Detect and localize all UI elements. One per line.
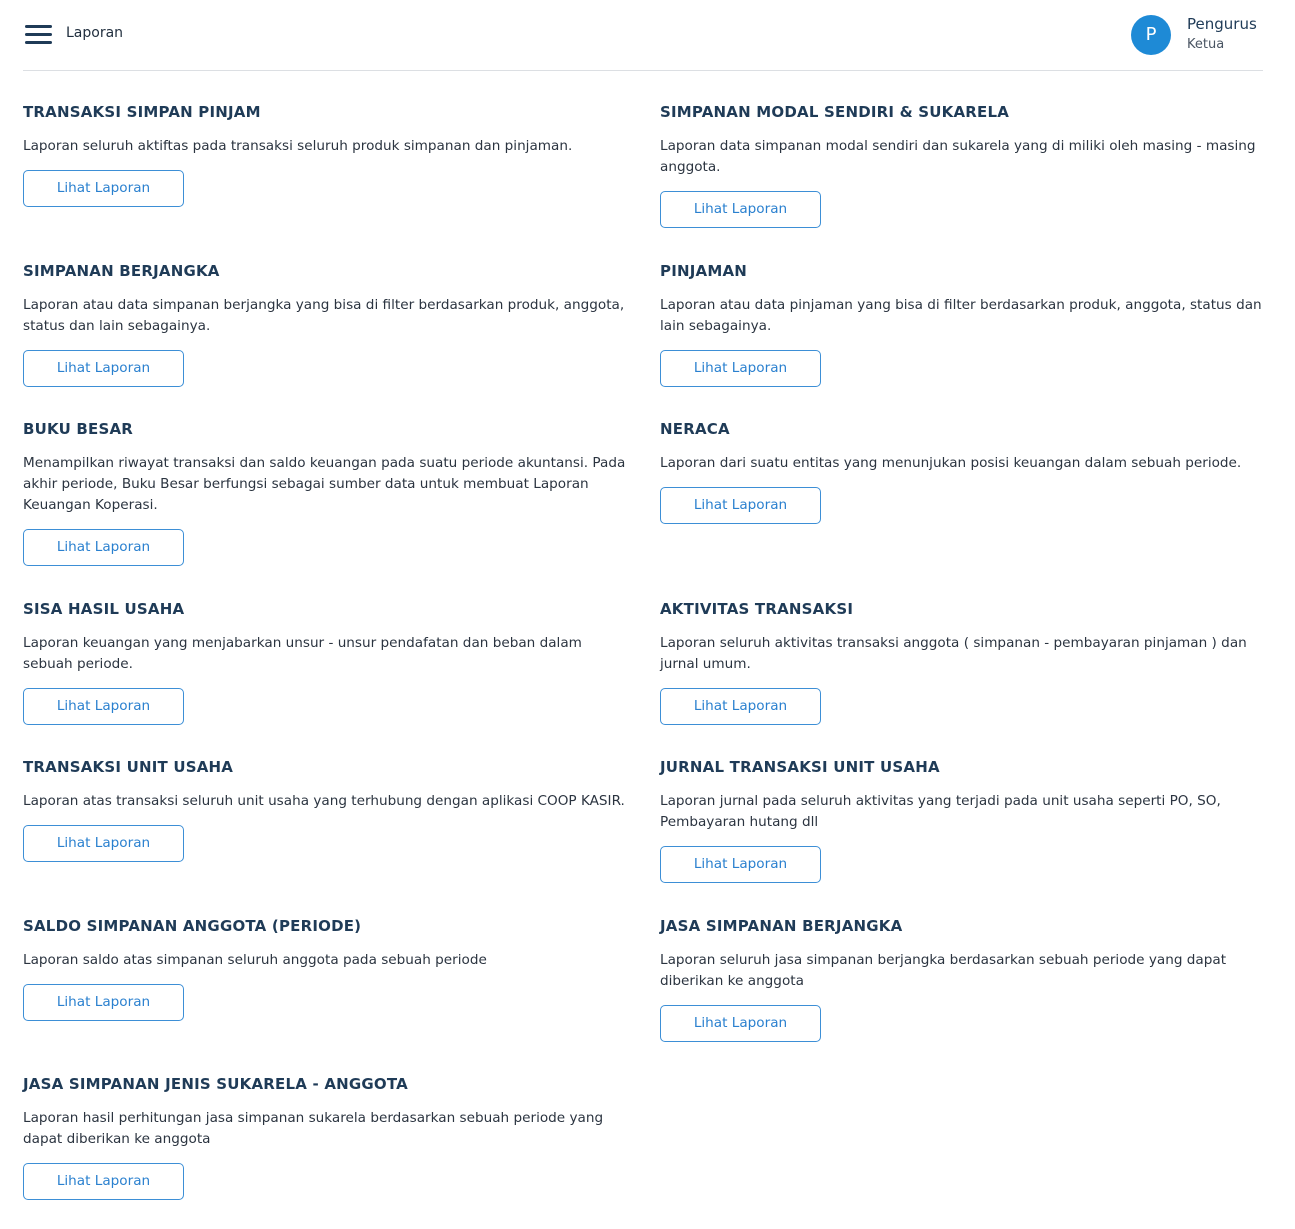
report-card-sisa-hasil-usaha (23, 599, 633, 725)
report-card-buku-besar (23, 419, 633, 566)
report-title: SIMPANAN MODAL SENDIRI & SUKARELA (660, 103, 1010, 121)
report-card-aktivitas-transaksi (660, 599, 1270, 725)
report-card-jasa-simpanan-sukarela (23, 1074, 633, 1200)
view-report-button[interactable]: Lihat Laporan (23, 825, 184, 862)
view-report-button[interactable]: Lihat Laporan (660, 191, 821, 228)
user-role: Ketua (1187, 37, 1225, 52)
view-report-button[interactable]: Lihat Laporan (660, 350, 821, 387)
view-report-button[interactable]: Lihat Laporan (23, 350, 184, 387)
user-name[interactable]: Pengurus (1187, 15, 1257, 33)
report-card-jurnal-transaksi-unit-usaha (660, 757, 1270, 883)
report-description: Laporan dari suatu entitas yang menunjukan posisi keuangan dalam sebuah periode. (660, 455, 1242, 471)
report-title: TRANSAKSI SIMPAN PINJAM (23, 103, 261, 121)
report-title: TRANSAKSI UNIT USAHA (23, 758, 234, 776)
report-title: JURNAL TRANSAKSI UNIT USAHA (660, 758, 940, 776)
report-card-simpanan-modal-sendiri (660, 102, 1270, 228)
report-card-transaksi-unit-usaha (23, 757, 633, 862)
report-card-simpanan-berjangka (23, 261, 633, 387)
report-description: Laporan seluruh aktivitas transaksi anggota ( simpanan - pembayaran pinjaman ) dan jurnal umum. (660, 635, 1247, 672)
report-description: Laporan seluruh aktiftas pada transaksi seluruh produk simpanan dan pinjaman. (23, 138, 573, 154)
report-title: PINJAMAN (660, 262, 748, 280)
report-description: Laporan atas transaksi seluruh unit usaha yang terhubung dengan aplikasi COOP KASIR. (23, 793, 625, 809)
report-card-pinjaman (660, 261, 1270, 387)
report-title: JASA SIMPANAN BERJANGKA (660, 917, 903, 935)
report-description: Laporan keuangan yang menjabarkan unsur - unsur pendafatan dan beban dalam sebuah periode. (23, 635, 582, 672)
report-card-jasa-simpanan-berjangka (660, 916, 1270, 1042)
report-title: SISA HASIL USAHA (23, 600, 185, 618)
view-report-button[interactable]: Lihat Laporan (23, 529, 184, 566)
report-description: Laporan jurnal pada seluruh aktivitas yang terjadi pada unit usaha seperti PO, SO, Pembayaran hutang dll (660, 793, 1221, 830)
view-report-button[interactable]: Lihat Laporan (660, 688, 821, 725)
report-card-neraca (660, 419, 1270, 524)
view-report-button[interactable]: Lihat Laporan (23, 1163, 184, 1200)
hamburger-menu-icon[interactable] (25, 25, 52, 45)
report-description: Laporan seluruh jasa simpanan berjangka berdasarkan sebuah periode yang dapat diberikan ke anggota (660, 952, 1227, 989)
report-description: Menampilkan riwayat transaksi dan saldo keuangan pada suatu periode akuntansi. Pada akhir periode, Buku Besar berfungsi sebagai sumber data untuk membuat Laporan Keuangan Koperasi. (23, 455, 626, 513)
report-title: AKTIVITAS TRANSAKSI (660, 600, 854, 618)
report-description: Laporan atau data simpanan berjangka yang bisa di filter berdasarkan produk, anggota, status dan lain sebagainya. (23, 297, 625, 334)
view-report-button[interactable]: Lihat Laporan (23, 984, 184, 1021)
report-title: SALDO SIMPANAN ANGGOTA (PERIODE) (23, 917, 362, 935)
report-description: Laporan hasil perhitungan jasa simpanan sukarela berdasarkan sebuah periode yang dapat diberikan ke anggota (23, 1110, 604, 1147)
breadcrumb: Laporan (66, 25, 124, 41)
report-description: Laporan data simpanan modal sendiri dan sukarela yang di miliki oleh masing - masing anggota. (660, 138, 1256, 175)
report-description: Laporan saldo atas simpanan seluruh anggota pada sebuah periode (23, 952, 487, 968)
view-report-button[interactable]: Lihat Laporan (23, 170, 184, 207)
avatar[interactable]: P (1131, 15, 1171, 55)
report-card-saldo-simpanan-anggota (23, 916, 633, 1021)
view-report-button[interactable]: Lihat Laporan (660, 846, 821, 883)
view-report-button[interactable]: Lihat Laporan (23, 688, 184, 725)
view-report-button[interactable]: Lihat Laporan (660, 1005, 821, 1042)
view-report-button[interactable]: Lihat Laporan (660, 487, 821, 524)
report-description: Laporan atau data pinjaman yang bisa di filter berdasarkan produk, anggota, status dan lain sebagainya. (660, 297, 1262, 334)
report-title: JASA SIMPANAN JENIS SUKARELA - ANGGOTA (23, 1075, 408, 1093)
top-bar (23, 0, 1263, 71)
report-title: SIMPANAN BERJANGKA (23, 262, 220, 280)
report-title: BUKU BESAR (23, 420, 134, 438)
report-card-transaksi-simpan-pinjam (23, 102, 633, 207)
report-title: NERACA (660, 420, 730, 438)
